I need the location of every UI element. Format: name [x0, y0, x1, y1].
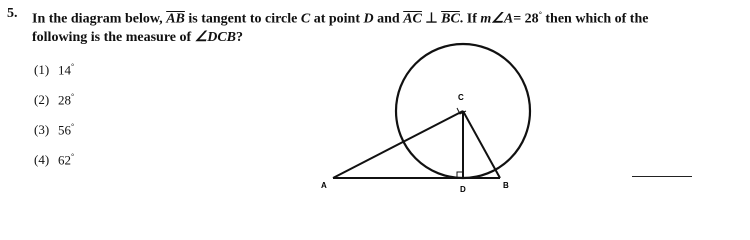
- label-a: A: [321, 181, 327, 190]
- answer-blank-line[interactable]: [632, 176, 692, 177]
- label-b: B: [503, 181, 509, 190]
- choice-value: 14: [58, 62, 71, 78]
- label-d: D: [460, 185, 466, 194]
- perpendicular-symbol: ⊥: [425, 11, 438, 27]
- point-d: D: [363, 11, 374, 27]
- choice-label: (3): [34, 122, 50, 138]
- text-fragment: following is the measure of: [32, 29, 192, 45]
- angle-dcb: ∠DCB: [194, 29, 237, 45]
- segment-ac-line: [333, 111, 463, 178]
- degree-symbol: °: [538, 10, 542, 19]
- choice-label: (1): [34, 62, 50, 78]
- text-fragment: In the diagram below,: [32, 11, 163, 27]
- choice-label: (4): [34, 152, 50, 168]
- segment-ac: $\overline{AC}$: [403, 11, 422, 27]
- text-fragment: is tangent to circle: [188, 11, 298, 27]
- question-number: 5.: [7, 6, 18, 21]
- text-fragment: and: [377, 11, 400, 27]
- choice-value: 56: [58, 122, 71, 138]
- choice-label: (2): [34, 92, 50, 108]
- angle-a-value: = 28: [513, 11, 539, 27]
- circle-name: C: [300, 11, 311, 27]
- choice-value: 28: [58, 92, 71, 108]
- segment-bc-line: [463, 111, 500, 178]
- segment-bc: $\overline{BC}$: [441, 11, 460, 27]
- segment-ab: $\overline{AB}$: [166, 11, 185, 27]
- label-c: C: [458, 93, 464, 102]
- text-fragment: . If: [459, 11, 477, 27]
- angle-a: m∠A: [480, 11, 514, 27]
- text-fragment: then which of the: [545, 11, 649, 27]
- degree-symbol: °: [71, 152, 75, 161]
- degree-symbol: °: [71, 62, 75, 71]
- text-fragment: ?: [236, 29, 244, 45]
- text-fragment: at point: [313, 11, 361, 27]
- degree-symbol: °: [71, 122, 75, 131]
- degree-symbol: °: [71, 92, 75, 101]
- choice-value: 62: [58, 152, 71, 168]
